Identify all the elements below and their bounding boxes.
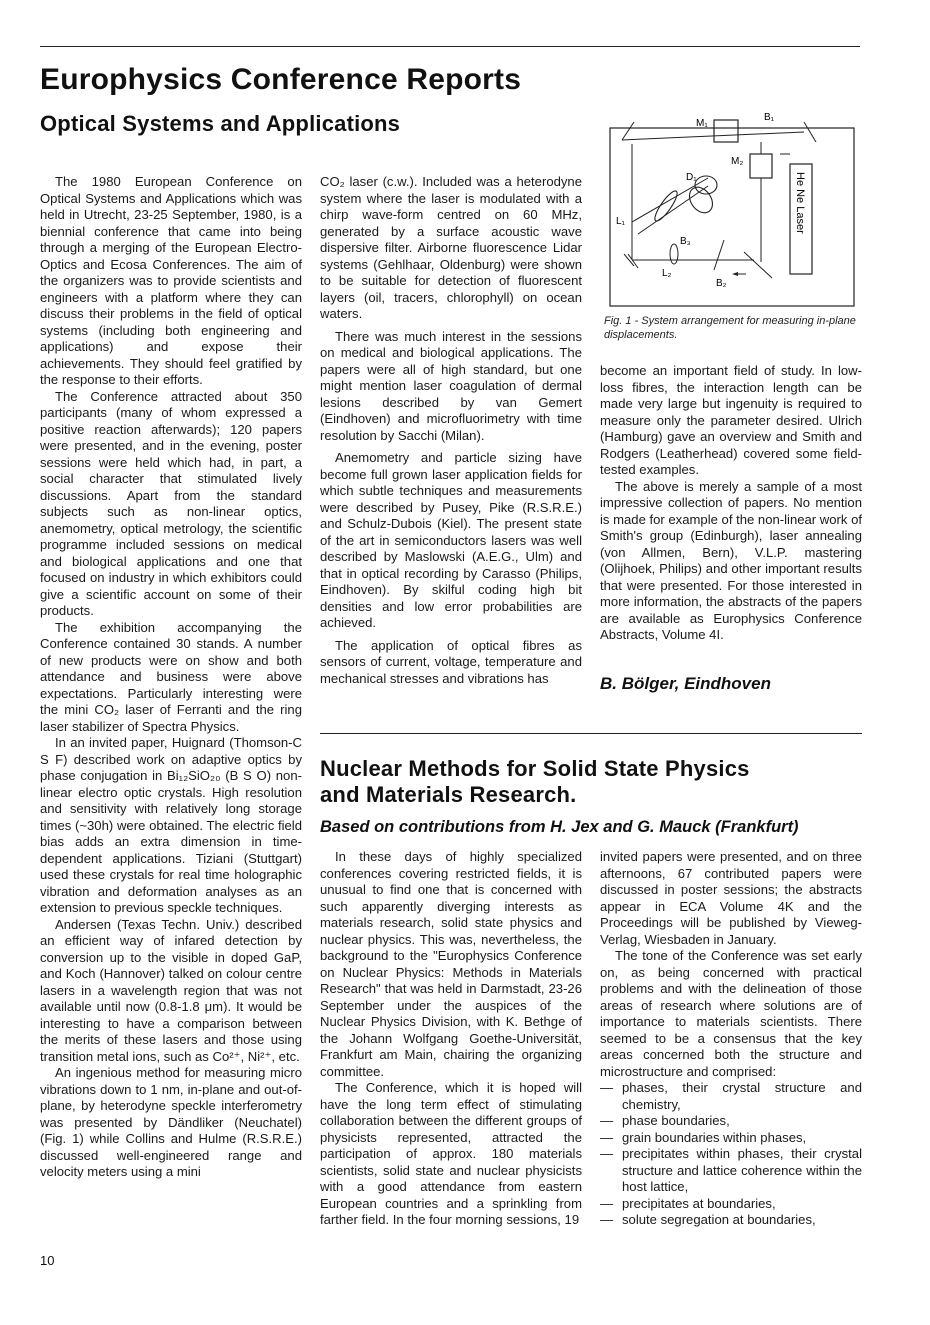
label-d1: D₁ [686,172,697,183]
paragraph: invited papers were presented, and on three afternoons, 67 contributed papers were discussed in poster sessions; the abstracts appear in ECA Volume 4K and the Proceedings will be published by Vieweg-Verlag, Wiesbaden in January. [600,849,862,947]
paragraph: The above is merely a sample of a most impressive collection of papers. No mention is made for example of the non-linear work of Smith's group (Edinburgh), laser annealing (von Allmen, Bern), V.L.P. mastering (Olijhoek, Philips) and other important results that were presented. For those interested in more information, the abstracts of the papers are available as Europhysics Conference Abstracts, Volume 4I. [600,478,863,642]
label-m2: M₂ [731,156,744,167]
article1-column-1 [40,174,302,1181]
page-number: 10 [40,1253,55,1268]
section-rule [320,733,862,734]
list-item: — grain boundaries within phases, [600,1130,862,1147]
list-item: — phases, their crystal structure and chemistry, [600,1080,862,1113]
journal-title: Europhysics Conference Reports [40,63,522,96]
figure-caption: Fig. 1 - System arrangement for measuring in-plane displacements. [604,315,856,341]
article-title: Optical Systems and Applications [40,111,401,136]
article2-title-line-1: Nuclear Methods for Solid State Physics [320,756,750,781]
article1-column-3 [600,363,862,644]
paragraph: CO₂ laser (c.w.). Included was a heterodyne system where the laser is modulated with a chirp wave-form centred on 60 MHz, generated by a surface acoustic wave dispersive filter. Airborne fluorescence Lidar systems (Gehlhaar, Oldenburg) were shown to be suitable for detection of fluorescent layers (oil, tracers, chlorophyll) on ocean waters. [320,174,582,321]
paragraph: The application of optical fibres as sensors of current, voltage, temperature and mechanical stresses and vibrations has [320,637,582,686]
article1-column-2 [320,174,582,687]
author-signature: B. Bölger, Eindhoven [600,674,771,693]
list-item: — phase boundaries, [600,1113,862,1130]
paragraph: become an important field of study. In low-loss fibres, the interaction length can be made very large but ingenuity is required to measure only the parameter desired. Ulrich (Hamburg) gave an overview and Smith and Rodgers (Leatherhead) covered some field-tested examples. [600,363,862,477]
article2-column-2 [600,849,862,1229]
paragraph: The Conference attracted about 350 participants (many of whom expressed a positive reaction afterwards); 120 papers were presented, and in the evening, poster sessions were held which had, in part, a social character that stimulated lively discussions. Apart from the standard subjects such as non-linear optics, anemometry, optical metrology, the scientific programme included sessions on medical and biological applications and one that focused on industry in which exhibitors could give a scientific account on some of their products. [40,388,302,618]
top-rule [40,46,860,47]
label-laser: He Ne Laser [794,172,806,234]
paragraph: An ingenious method for measuring micro vibrations down to 1 nm, in-plane and out-of-plane, by heterodyne speckle interferometry was presented by Dändliker (Neuchatel) (Fig. 1) while Collins and Hulme (R.S.R.E.) discussed well-engineered range and velocity meters using a mini [40,1065,302,1179]
list-item: — precipitates at boundaries, [600,1196,862,1213]
label-b2: B₂ [716,278,727,289]
paragraph: The tone of the Conference was set early on, as being concerned with practical problems and with the delineation of those areas of research where solutions are of importance to materials scientists. There seemed to be a consensus that the key areas concerned both the structure and microstructure and comprised: [600,948,862,1079]
list-item: — solute segregation at boundaries, [600,1212,862,1229]
label-b1: B₁ [764,112,775,123]
article2-title-line-2: and Materials Research. [320,782,577,807]
article2-byline: Based on contributions from H. Jex and G. Mauck (Frankfurt) [320,818,799,836]
label-m1: M₁ [696,118,708,129]
label-b3: B₃ [680,236,691,247]
paragraph: There was much interest in the sessions on medical and biological applications. The papers were all of high standard, but one might mention laser coagulation of dermal lesions described by van Gemert (Eindhoven) and microfluorimetry with time resolution by Sacchi (Milan). [320,328,582,443]
paragraph: In an invited paper, Huignard (Thomson-C S F) described work on adaptive optics by phase conjugation in Bi₁₂SiO₂₀ (B S O) non-linear electro optic crystals. High resolution and sensitivity with relatively long storage times (~30h) were obtained. The electric field bias adds an extra dimension in time-dependent applications. Tiziani (Stuttgart) used these crystals for real time holographic vibration and deformation analyses as an extension to previous speckle techniques. [40,735,302,915]
list-item: — precipitates within phases, their crystal structure and lattice coherence within the host lattice, [600,1146,862,1196]
figure-1 [604,102,860,310]
paragraph: In these days of highly specialized conferences covering restricted fields, it is unusual to find one that is concerned with such apparently diverging interests as materials research, solid state physics and nuclear physics. This was, nevertheless, the background to the "Europhysics Conference on Nuclear Physics: Methods in Materials Research" that was held in Darmstadt, 23-26 September under the auspices of the Nuclear Physics Division, with K. Bethge of the Johann Wolfgang Goethe-Universität, Frankfurt am Main, chairing the organizing committee. [320,849,582,1079]
system-arrangement-diagram [604,102,860,310]
paragraph: The 1980 European Conference on Optical Systems and Applications which was held in Utrecht, 23-25 September, 1980, is a biennial conference that came into being through a merging of the European Electro-Optics and Ecosa Conferences. The aim of the organizers was to provide scientists and engineers with a platform where they can discuss their problems in the field of optical systems (including both engineering and applications) and expose their achievements. They should feel gratified by the response to their efforts. [40,174,302,387]
label-l2: L₂ [662,268,672,279]
paragraph: Andersen (Texas Techn. Univ.) described an efficient way of infared detection by conversion up to the visible in doped GaP, and Koch (Hannover) talked on colour centre lasers in a wavelength region that was not available until now (0.8-1.8 μm). It would be interesting to have a comparison between the merits of these lasers and those using transition metal ions, such as Co²⁺, Ni²⁺, etc. [40,916,302,1064]
article2-column-1 [320,849,582,1229]
paragraph: The exhibition accompanying the Conference contained 30 stands. A number of new products were on show and both attendance and business were above expectations. Particularly interesting were the mini CO₂ laser of Ferranti and the ring laser stabilizer of Spectra Physics. [40,619,302,734]
paragraph: The Conference, which it is hoped will have the long term effect of stimulating collaboration between the different groups of physicists represented, attracted the participation of approx. 180 materials scientists, solid state and nuclear physicists with a good attendance from eastern European countries and a sprinkling from farther field. In the four morning sessions, 19 [320,1080,582,1227]
label-l1: L₁ [616,216,625,227]
paragraph: Anemometry and particle sizing have become full grown laser application fields for which subtle techniques and measurements were described by Pusey, Pike (R.S.R.E.) and Schulz-Dubois (Kiel). The present state of the art in semiconductors lasers was well described by Maslowski (A.E.G., Ulm) and that in optical recording by Carasso (Philips, Eindhoven). By skilful coding high bit densities and low error probabilities are achieved. [320,450,582,630]
area-list [600,1080,862,1229]
